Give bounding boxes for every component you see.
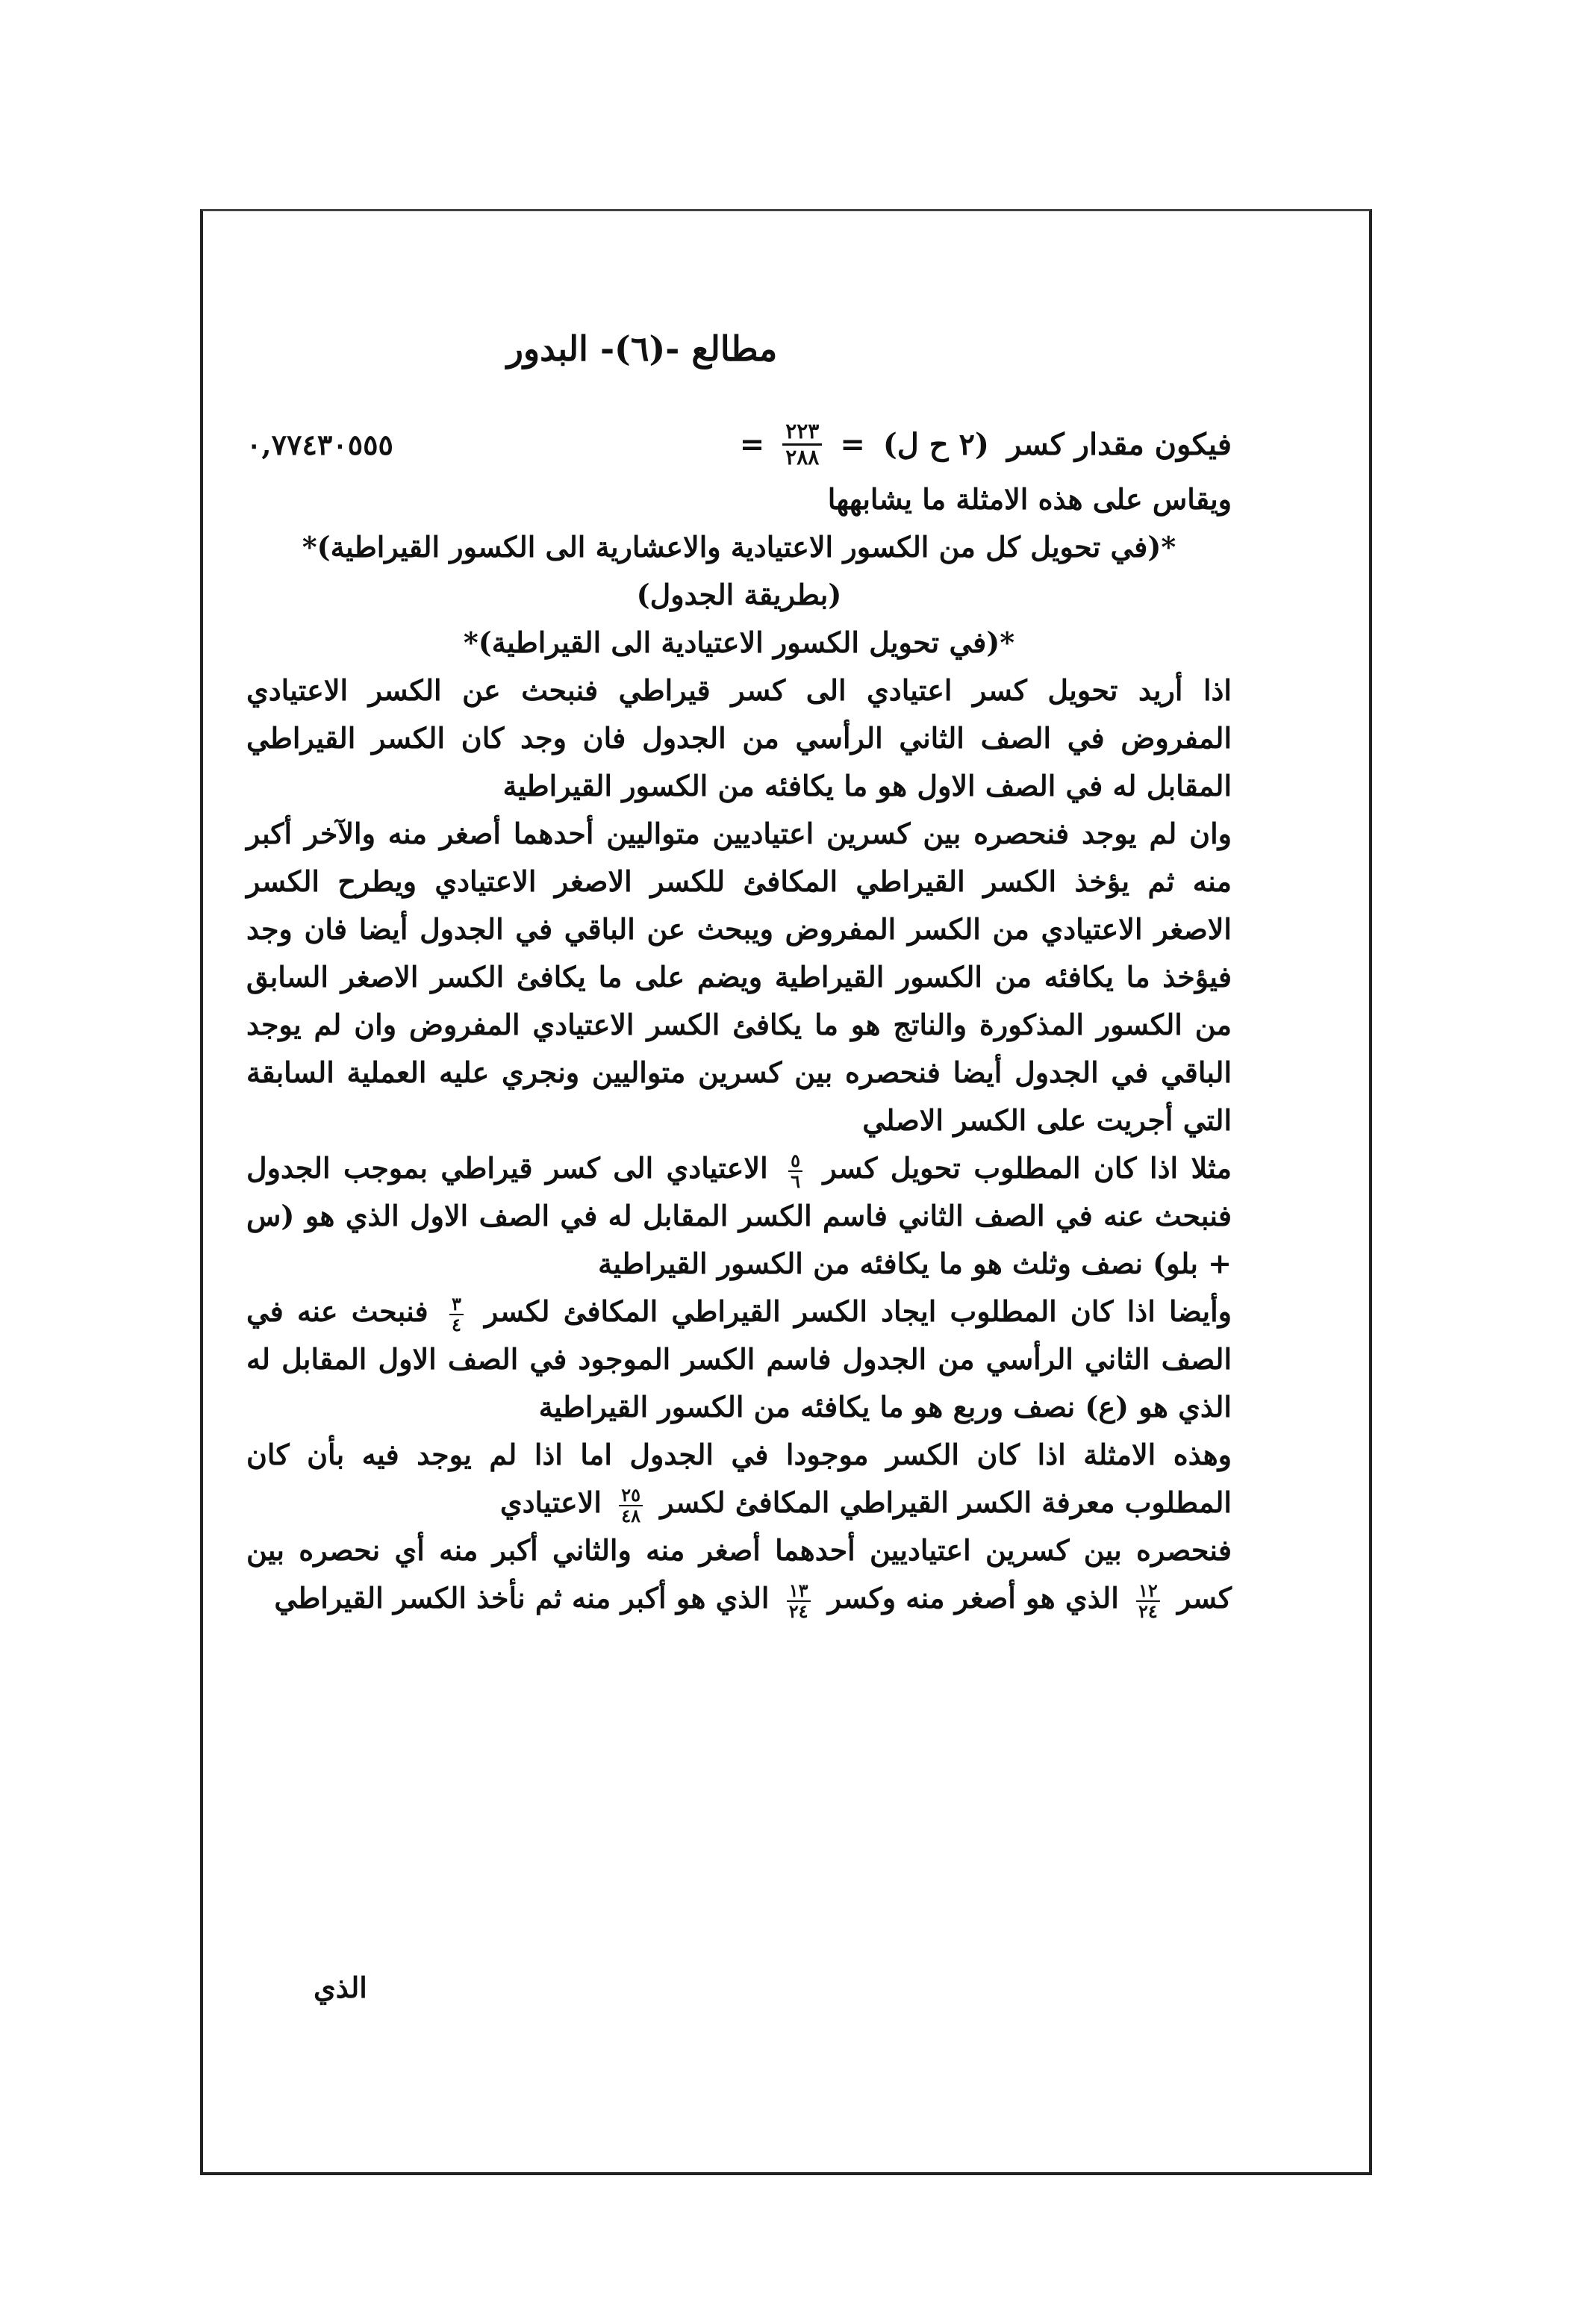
fraction-denominator: ٤: [451, 1313, 461, 1335]
example-text: الذي هو أصغر منه وكسر: [827, 1581, 1119, 1615]
inline-fraction: [619, 1483, 643, 1527]
text-line: ويقاس على هذه الامثلة ما يشابهها: [827, 482, 1232, 516]
example-paragraph: [246, 1431, 1232, 1527]
formula-line: [246, 421, 1232, 468]
example-text: مثلا اذا كان المطلوب تحويل كسر: [823, 1151, 1232, 1185]
fraction-denominator: ٤٨: [621, 1504, 640, 1527]
formula-expression: [740, 421, 1232, 468]
fraction-denominator: ٢٨٨: [785, 445, 820, 470]
example-text: وهذه الامثلة اذا كان الكسر موجودا في الجدول اما اذا لم يوجد فيه بأن كان المطلوب معرفة الكسر القيراطي المكافئ لكسر: [246, 1438, 1232, 1519]
approx-sign: =: [739, 427, 765, 462]
example-paragraph: [246, 1144, 1232, 1288]
formula-expr: (٢ ح ل): [882, 427, 989, 462]
example-text: الاعتيادي: [499, 1485, 602, 1519]
fraction-numerator: ١٢: [1136, 1582, 1160, 1602]
catchword: الذي: [314, 1971, 367, 2004]
section-heading: *(في تحويل كل من الكسور الاعتيادية والاعشارية الى الكسور القيراطية)*: [302, 530, 1176, 564]
example-paragraph: [246, 1527, 1232, 1622]
fraction-denominator: ٢٤: [788, 1600, 808, 1622]
inline-fraction: [1136, 1579, 1160, 1622]
formula-fraction: [782, 421, 822, 468]
example-text: الاعتيادي الى كسر قيراطي بموجب الجدول فنبحث عنه في الصف الثاني فاسم الكسر المقابل له في الصف الاول الذي هو (س + بلو) نصف وثلث هو ما يكافئه من الكسور القيراطية: [246, 1151, 1232, 1280]
fraction-numerator: ١٣: [787, 1582, 811, 1602]
formula-decimal: ٠,٧٧٤٣٠٥٥٥: [246, 428, 393, 461]
inline-fraction: [787, 1579, 811, 1622]
fraction-numerator: ٥: [788, 1152, 802, 1172]
page-content: [246, 328, 1232, 1622]
paragraph: اذا أريد تحويل كسر اعتيادي الى كسر قيراطي فنبحث عن الكسر الاعتيادي المفروض في الصف الثاني الرأسي من الجدول فان وجد كان الكسر القيراطي المقابل له في الصف الاول هو ما يكافئه من الكسور القيراطية: [246, 673, 1232, 802]
page-header: مطالع -(٦)- البدور: [506, 328, 778, 369]
paragraph: وان لم يوجد فنحصره بين كسرين اعتياديين متواليين أحدهما أصغر منه والآخر أكبر منه ثم يؤخذ الكسر القيراطي المكافئ للكسر الاصغر الاعتيادي ويطرح الكسر الاصغر الاعتيادي من الكسر المفروض ويبحث عن الباقي في الجدول أيضا فان وجد فيؤخذ ما يكافئه من الكسور القيراطية ويضم على ما يكافئ الكسر الاصغر السابق من الكسور المذكورة والناتج هو ما يكافئ الكسر الاعتيادي المفروض وان لم يوجد الباقي في الجدول أيضا فنحصره بين كسرين متواليين ونجري عليه العملية السابقة التي أجريت على الكسر الاصلي: [246, 817, 1232, 1137]
fraction-numerator: ٣: [449, 1295, 464, 1315]
fraction-numerator: ٢٢٣: [782, 421, 822, 446]
fraction-denominator: ٢٤: [1138, 1600, 1158, 1622]
example-text: فنبحث عنه في الصف الثاني الرأسي من الجدول فاسم الكسر الموجود في الصف الاول المقابل له الذي هو (ع) نصف وربع هو ما يكافئه من الكسور القيراطية: [246, 1294, 1232, 1424]
section-subheading: (بطريقة الجدول): [636, 578, 842, 611]
formula-lead: فيكون مقدار كسر: [1006, 427, 1232, 462]
fraction-numerator: ٢٥: [619, 1486, 643, 1506]
fraction-denominator: ٦: [791, 1170, 800, 1192]
example-paragraph: [246, 1288, 1232, 1431]
section-heading-2: *(في تحويل الكسور الاعتيادية الى القيراطية)*: [463, 626, 1015, 659]
example-text: الذي هو أكبر منه ثم نأخذ الكسر القيراطي: [274, 1581, 770, 1615]
example-text: وأيضا اذا كان المطلوب ايجاد الكسر القيراطي المكافئ لكسر: [484, 1294, 1232, 1328]
equals-sign: =: [840, 427, 865, 462]
example-text: فنحصره بين كسرين اعتياديين أحدهما أصغر منه والثاني أكبر منه أي نحصره بين كسر: [246, 1533, 1232, 1615]
inline-fraction: [449, 1292, 464, 1335]
inline-fraction: [788, 1149, 802, 1192]
